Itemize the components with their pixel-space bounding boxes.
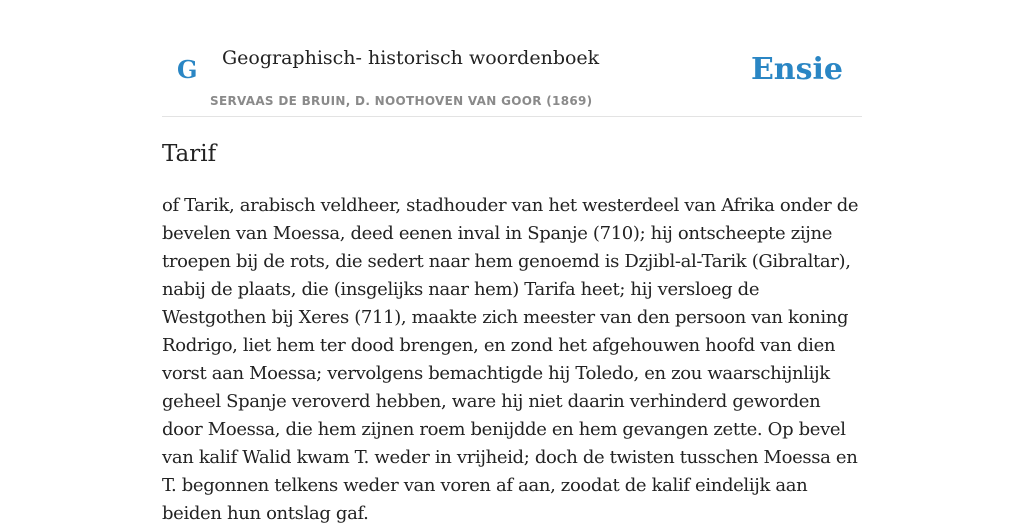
book-title[interactable]: Geographisch- historisch woordenboek — [222, 47, 600, 69]
book-authors: SERVAAS DE BRUIN, D. NOOTHOVEN VAN GOOR (1869) — [210, 94, 593, 108]
header — [162, 0, 862, 117]
entry-body: of Tarik, arabisch veldheer, stadhouder van het westerdeel van Afrika onder de bevelen van Moessa, deed eenen inval in Spanje (710); hij ontscheepte zijne troepen bij de rots, die sedert naar hem genoemd is Dzjibl-al-Tarik (Gibraltar), nabij de plaats, die (insgelijks naar hem) Tarifa heet; hij versloeg de Westgothen bij Xeres (711), maakte zich meester van den persoon van koning Rodrigo, liet hem ter dood brengen, en zond het afgehouwen hoofd van dien vorst aan Moessa; vervolgens bemachtigde hij Toledo, en zou waarschijnlijk geheel Spanje veroverd hebben, ware hij niet daarin verhinderd geworden door Moessa, die hem zijnen roem benijdde en hem gevangen zette. Op bevel van kalif Walid kwam T. weder in vrijheid; doch de twisten tusschen Moessa en T. begonnen telkens weder van voren af aan, zoodat de kalif eindelijk aan beiden hun ontslag gaf. — [162, 195, 859, 524]
entry-title: Tarif — [162, 141, 217, 167]
brand-logo[interactable]: Ensie — [750, 52, 843, 87]
book-icon[interactable]: G — [177, 55, 198, 84]
